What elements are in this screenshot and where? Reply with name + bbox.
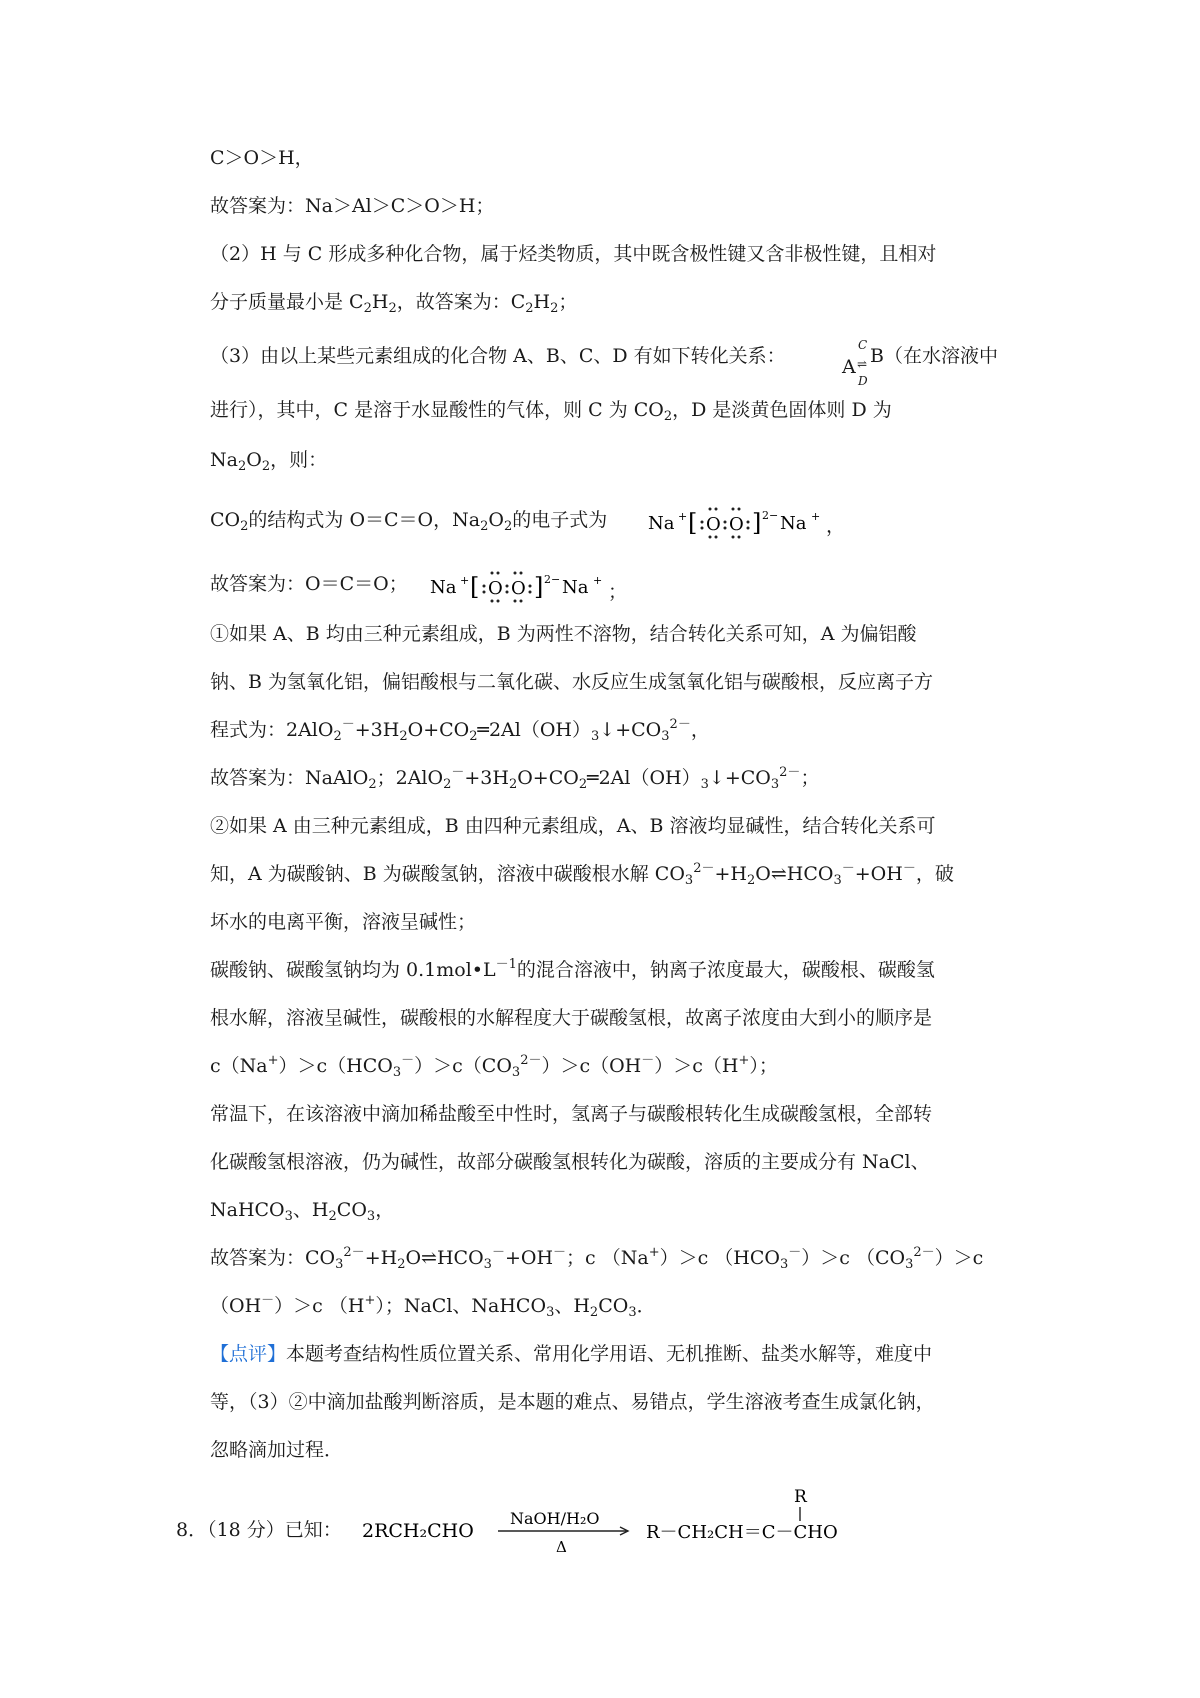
product: R－CH₂CH＝C－CHO bbox=[646, 1522, 838, 1543]
text-line: ②如果 A 由三种元素组成，B 由四种元素组成，A、B 溶液均显碱性，结合转化关系可 bbox=[210, 815, 936, 837]
product-substituent: R bbox=[794, 1488, 807, 1507]
text-line: 【点评】本题考查结构性质位置关系、常用化学用语、无机推断、盐类水解等，难度中 bbox=[210, 1343, 933, 1365]
text-line: 根水解，溶液呈碱性，碳酸根的水解程度大于碳酸氢根，故离子浓度由大到小的顺序是 bbox=[210, 1007, 933, 1029]
text-line: 故答案为：NaAlO$_2$；$2AlO_2^-+3H_2O+CO_2═2Al(OH)_3↓+CO_3^{2-}$； bbox=[210, 765, 820, 792]
text-line: 化碳酸氢根溶液，仍为碱性，故部分碳酸氢根转化为碳酸，溶质的主要成分有 NaCl、 bbox=[210, 1151, 930, 1173]
text-line: 等，（3）②中滴加盐酸判断溶质，是本题的难点、易错点，学生溶液考查生成氯化钠， bbox=[210, 1391, 935, 1413]
text-line: B（在水溶液中 bbox=[870, 345, 998, 367]
text-line: $c(Na^+)>c(HCO_3^-)>c(CO_3^{2-})>c(OH^-)>c(H^+)$； bbox=[210, 1053, 778, 1080]
text-line: 常温下，在该溶液中滴加稀盐酸至中性时，氢离子与碳酸根转化生成碳酸氢根，全部转 bbox=[210, 1103, 933, 1125]
na2o2-electron-formula bbox=[648, 500, 826, 544]
comment-label: 【点评】 bbox=[210, 1343, 287, 1365]
anion-charge: 2− bbox=[762, 509, 779, 522]
na2o2-electron-formula-answer bbox=[430, 564, 608, 608]
conversion-scheme bbox=[842, 340, 870, 400]
sodium-cation-right: Na bbox=[780, 513, 807, 534]
text-line: 进行），其中，C 是溶于水显酸性的气体，则 C 为 $CO_2$，D 是淡黄色固体则 D 为 bbox=[210, 399, 892, 424]
text-line: 忽略滴加过程． bbox=[210, 1439, 344, 1461]
text-line: （OH－）＞c （H+）；NaCl、NaHCO$_3$、$H_2CO_3$． bbox=[210, 1293, 656, 1320]
oxygen-atom-2: O bbox=[729, 514, 744, 535]
compound-a: A bbox=[842, 356, 856, 378]
svg-text:2−: 2− bbox=[544, 573, 561, 586]
charge-plus-right: + bbox=[811, 510, 821, 523]
text-line: （2）H 与 C 形成多种化合物，属于烃类物质，其中既含极性键又含非极性键，且相对 bbox=[210, 243, 937, 265]
text-line: $CO_2$的结构式为 O＝C＝O，$Na_2O_2$的电子式为 bbox=[210, 509, 608, 534]
svg-text:Na: Na bbox=[430, 577, 457, 598]
reactant: 2RCH₂CHO bbox=[362, 1520, 474, 1542]
sodium-cation-left: Na bbox=[648, 513, 675, 534]
text-line: 故答案为：O＝C＝O； bbox=[210, 573, 408, 595]
reagent-c: C bbox=[858, 338, 868, 352]
text-line: C＞O＞H， bbox=[210, 147, 314, 169]
svg-text:O: O bbox=[511, 578, 526, 599]
reagent-d: D bbox=[858, 374, 868, 388]
text-line: 碳酸钠、碳酸氢钠均为 $0.1mol•L^{-1}$的混合溶液中，钠离子浓度最大，碳酸根、碳酸氢 bbox=[210, 957, 935, 981]
text-line: 程式为：$2AlO_2^-+3H_2O+CO_2═2Al(OH)_3↓+CO_3^{2-}$， bbox=[210, 717, 710, 744]
svg-text:Na: Na bbox=[562, 577, 589, 598]
text-line: 坏水的电离平衡，溶液呈碱性； bbox=[210, 911, 477, 933]
equilibrium-arrow-icon: ⇌ bbox=[857, 357, 868, 371]
bracket-right-icon: ] bbox=[752, 509, 762, 537]
svg-text:[: [ bbox=[470, 573, 480, 601]
reagent-label: NaOH/H₂O bbox=[510, 1509, 600, 1528]
trailing-comma: ， bbox=[826, 515, 846, 537]
na2o2-electron-diagram-answer bbox=[430, 564, 608, 608]
heat-condition: Δ bbox=[556, 1538, 567, 1556]
charge-plus-left: + bbox=[678, 510, 688, 523]
text-line: （3）由以上某些元素组成的化合物 A、B、C、D 有如下转化关系： bbox=[210, 345, 786, 367]
text-line: 故答案为：$CO_3^{2-}+H_2O\rightleftharpoons HCO_3^-+OH^-$；c （Na+）＞c $(HCO_3^-)>c$ $(CO_3^{2-})>c$ bbox=[210, 1245, 984, 1272]
svg-text:O: O bbox=[488, 578, 503, 599]
svg-text:]: ] bbox=[534, 573, 544, 601]
text-line: $Na_2O_2$，则： bbox=[210, 449, 328, 474]
text-line: 故答案为：Na＞Al＞C＞O＞H； bbox=[210, 195, 495, 217]
text-line: 8．（18 分）已知： bbox=[176, 1519, 342, 1541]
text-line: ①如果 A、B 均由三种元素组成，B 为两性不溶物，结合转化关系可知，A 为偏铝酸 bbox=[210, 623, 917, 645]
text-line: NaHCO$_3$、$H_2CO_3$， bbox=[210, 1199, 395, 1224]
svg-text:+: + bbox=[460, 574, 470, 587]
svg-text:+: + bbox=[593, 574, 603, 587]
text-line: 分子质量最小是 $C_2H_2$，故答案为：$C_2H_2$； bbox=[210, 291, 578, 316]
text-line: 钠、B 为氢氧化铝，偏铝酸根与二氧化碳、水反应生成氢氧化铝与碳酸根，反应离子方 bbox=[210, 671, 934, 693]
oxygen-atom-1: O bbox=[706, 514, 721, 535]
bracket-left-icon: [ bbox=[688, 509, 698, 537]
trailing-semicolon: ； bbox=[608, 581, 628, 603]
na2o2-electron-diagram bbox=[648, 500, 826, 544]
text-line: 知，A 为碳酸钠、B 为碳酸氢钠，溶液中碳酸根水解 $CO_3^{2-}+H_2O\rightleftharpoons HCO_3^-+OH^-$，破 bbox=[210, 861, 954, 888]
aldol-reaction-scheme bbox=[360, 1488, 860, 1560]
